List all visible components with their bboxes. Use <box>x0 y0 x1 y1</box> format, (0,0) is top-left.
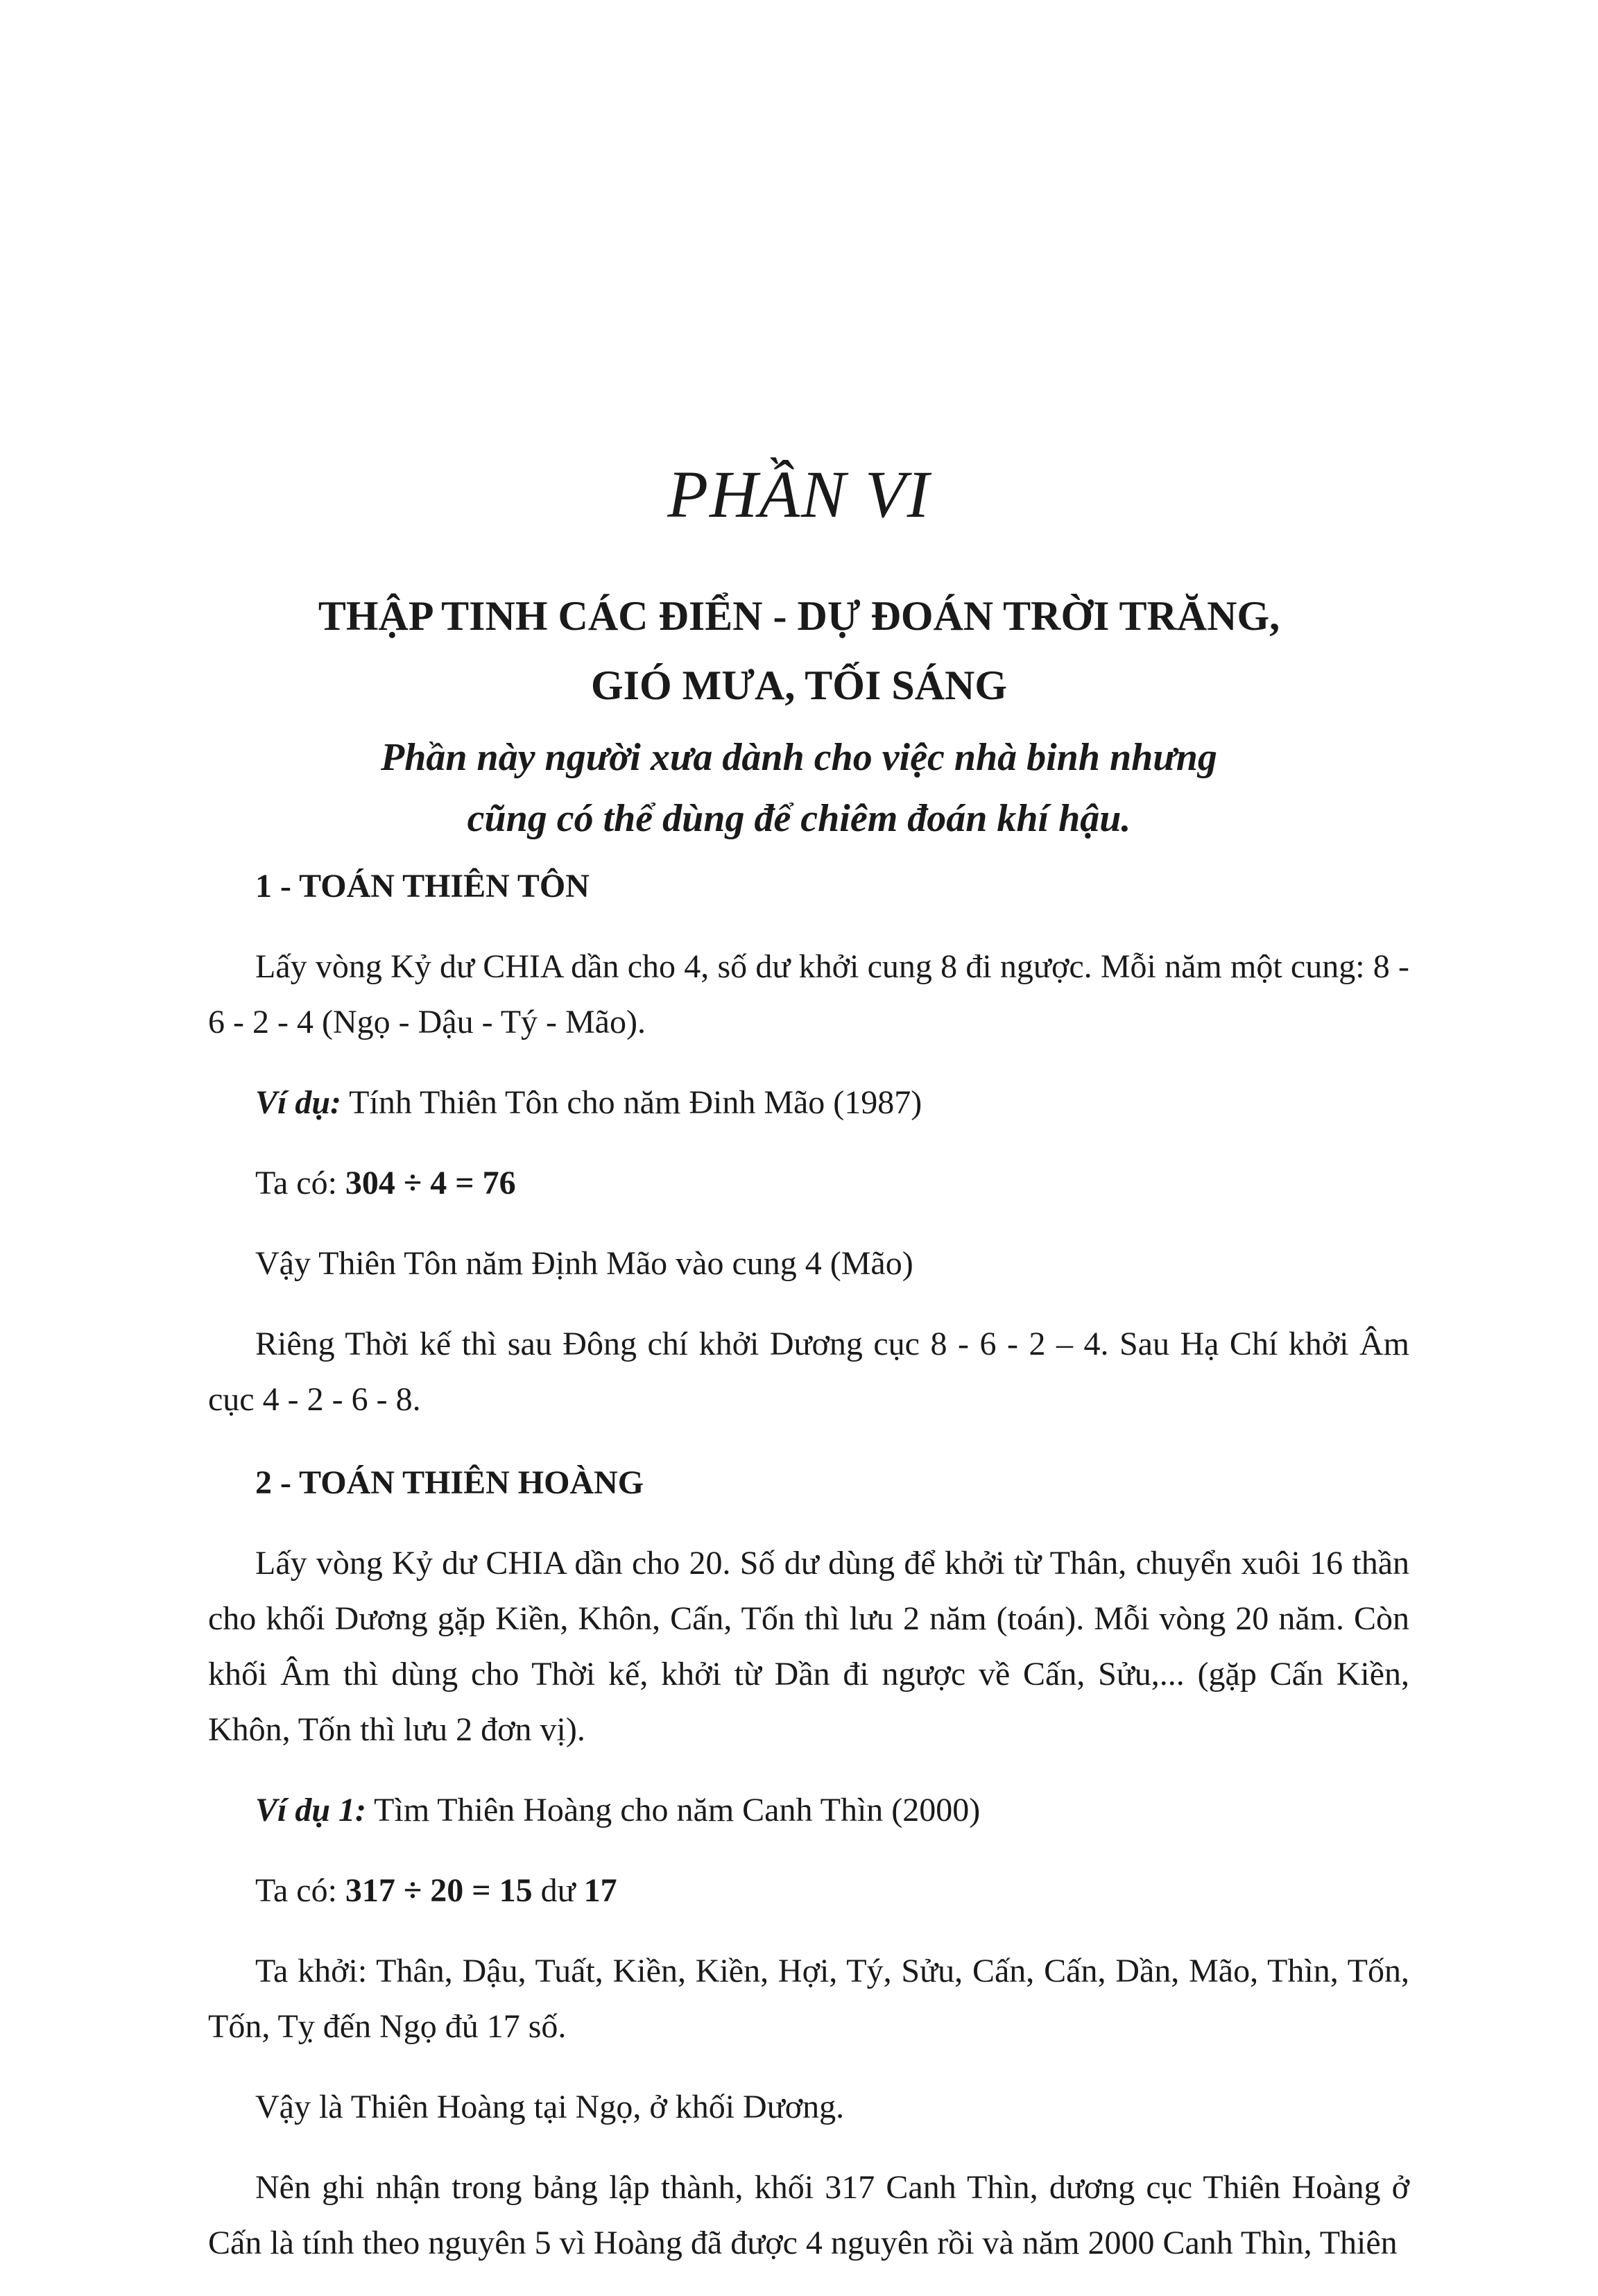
subtitle-line-2: cũng có thể dùng để chiêm đoán khí hậu. <box>467 797 1131 840</box>
body-text <box>208 859 1409 2296</box>
section-2-heading: 2 - TOÁN THIÊN HOÀNG <box>255 1464 644 1501</box>
section-2-example <box>208 1783 1409 1838</box>
section-1-example <box>208 1075 1409 1131</box>
section-1-paragraph-3: Riêng Thời kế thì sau Đông chí khởi Dương cục 8 - 6 - 2 – 4. Sau Hạ Chí khởi Âm cục 4 - 2 - 6 - 8. <box>208 1326 1409 1418</box>
section-2-paragraph-4: Nên ghi nhận trong bảng lập thành, khối 317 Canh Thìn, dương cục Thiên Hoàng ở Cấn là tính theo nguyên 5 vì Hoàng đã được 4 nguyên rồi và năm 2000 Canh Thìn, Thiên <box>208 2169 1409 2261</box>
section-1-heading: 1 - TOÁN THIÊN TÔN <box>255 868 590 905</box>
chapter-title-line-1: THẬP TINH CÁC ĐIỂN - DỰ ĐOÁN TRỜI TRĂNG, <box>318 593 1280 639</box>
section-1-paragraph-1: Lấy vòng Kỷ dư CHIA dần cho 4, số dư khởi cung 8 đi ngược. Mỗi năm một cung: 8 - 6 - 2 - 4 (Ngọ - Dậu - Tý - Mão). <box>208 948 1409 1040</box>
section-2-paragraph-1: Lấy vòng Kỷ dư CHIA dần cho 20. Số dư dùng để khởi từ Thân, chuyển xuôi 16 thần cho khối Dương gặp Kiền, Khôn, Cấn, Tốn thì lưu 2 năm (toán). Mỗi vòng 20 năm. Còn khối Âm thì dùng cho Thời kế, khởi từ Dần đi ngược về Cấn, Sửu,... (gặp Cấn Kiền, Khôn, Tốn thì lưu 2 đơn vị). <box>208 1545 1409 1748</box>
calc-remainder-word: dư <box>532 1872 584 1909</box>
part-title: PHẦN VI <box>667 457 931 531</box>
example-text: Tìm Thiên Hoàng cho năm Canh Thìn (2000) <box>366 1792 981 1828</box>
section-1-paragraph-2: Vậy Thiên Tôn năm Định Mão vào cung 4 (Mão) <box>255 1245 913 1282</box>
chapter-subtitle <box>0 727 1598 849</box>
example-label: Ví dụ 1: <box>255 1792 367 1828</box>
example-text: Tính Thiên Tôn cho năm Đinh Mão (1987) <box>341 1084 922 1121</box>
section-2-calculation <box>208 1863 1409 1919</box>
chapter-title-line-2: GIÓ MƯA, TỐI SÁNG <box>590 662 1008 708</box>
calc-prefix: Ta có: <box>255 1872 345 1909</box>
subtitle-line-1: Phần này người xưa dành cho việc nhà binh nhưng <box>381 736 1217 779</box>
calc-remainder: 17 <box>583 1872 617 1909</box>
calc-expression: 317 ÷ 20 = 15 <box>345 1872 533 1909</box>
chapter-title <box>0 581 1598 720</box>
section-2-paragraph-3: Vậy là Thiên Hoàng tại Ngọ, ở khối Dương. <box>255 2089 845 2125</box>
calc-prefix: Ta có: <box>255 1165 345 1201</box>
section-1-calculation <box>208 1156 1409 1211</box>
section-2-paragraph-2: Ta khởi: Thân, Dậu, Tuất, Kiền, Kiền, Hợi, Tý, Sửu, Cấn, Cấn, Dần, Mão, Thìn, Tốn, Tốn, Tỵ đến Ngọ đủ 17 số. <box>208 1953 1409 2045</box>
calc-expression: 304 ÷ 4 = 76 <box>345 1165 516 1201</box>
example-label: Ví dụ: <box>255 1084 342 1121</box>
